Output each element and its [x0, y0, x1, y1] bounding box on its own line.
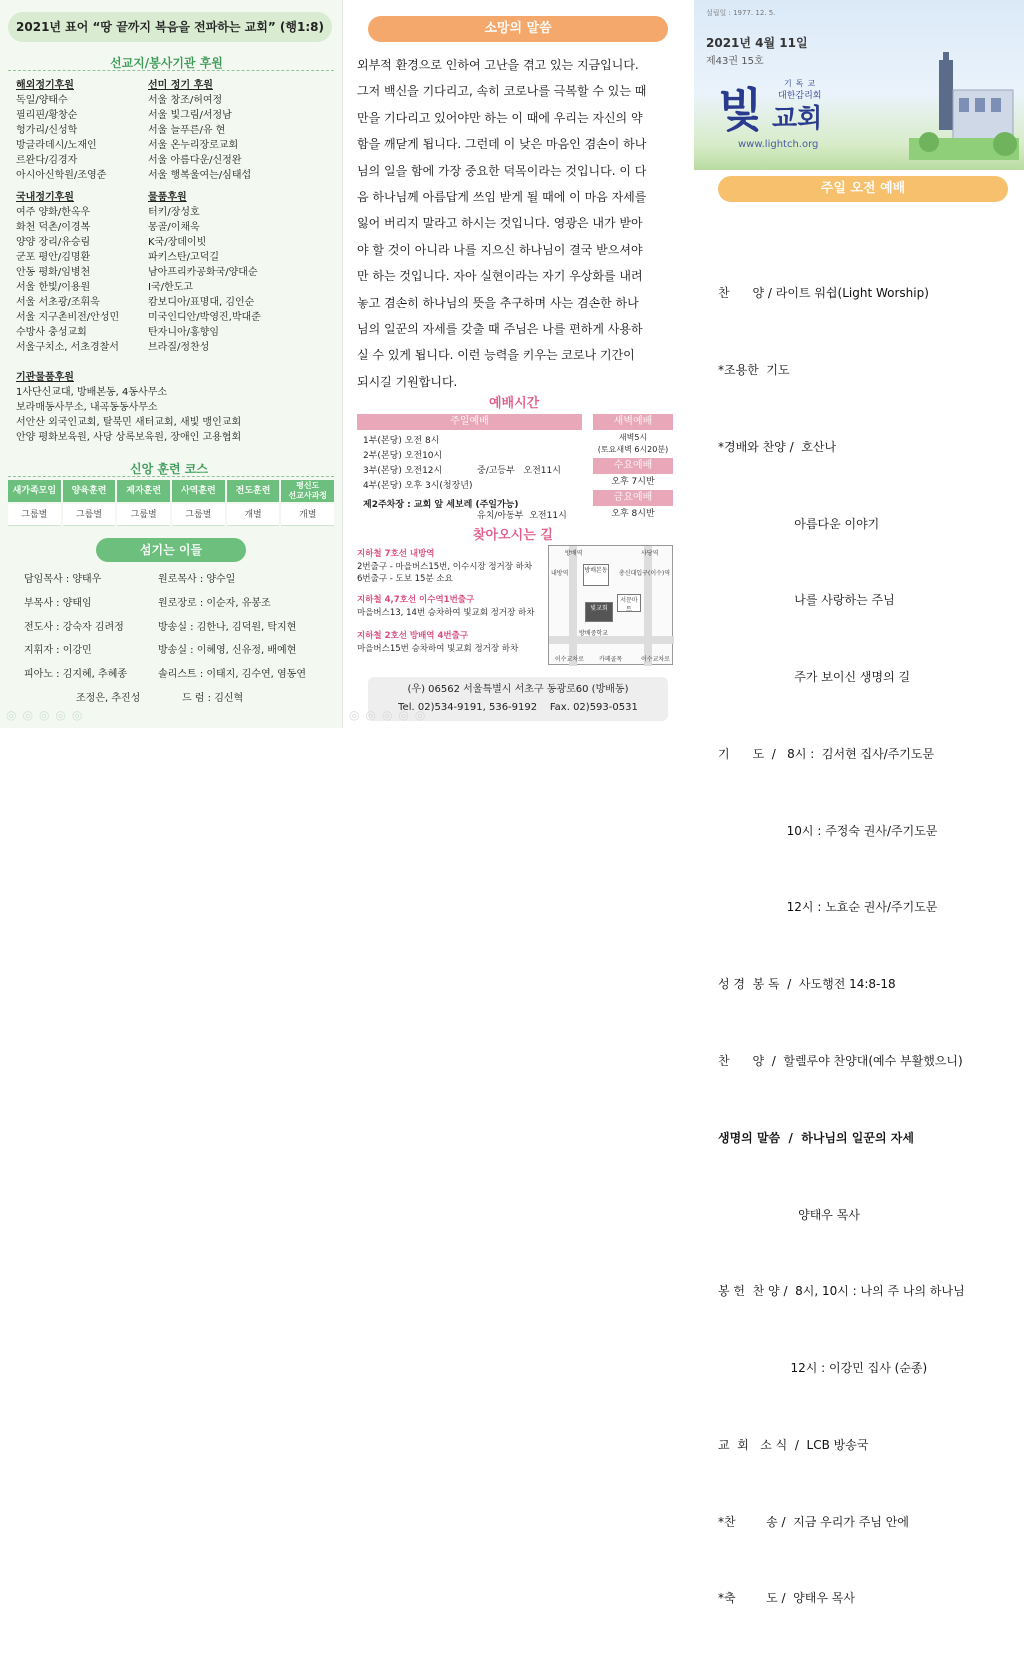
- address: (우) 06562 서울특별시 서초구 동광로60 (방배동): [407, 684, 629, 695]
- church-logo: [718, 72, 858, 142]
- order-item: 나를 사랑하는 주님: [718, 593, 895, 608]
- training-value: 그룹별: [172, 504, 225, 526]
- church-building-icon: [909, 50, 1019, 160]
- institution-list: [16, 370, 336, 445]
- list-item: 군포 평안/김명환: [16, 252, 91, 263]
- training-value: 개별: [227, 504, 280, 526]
- right-panel: [688, 0, 1024, 1606]
- training-header: 전도훈련: [227, 480, 280, 502]
- contact-numbers: Tel. 02)534-9191, 536-9192 Fax. 02)593-0531: [398, 702, 638, 713]
- training-header: 제자훈련: [117, 480, 170, 502]
- servant-entry: 솔리스트 : 이태지, 김수연, 염동연: [158, 669, 307, 681]
- list-item: 1사단신교대, 방배본동, 4동사무소: [16, 387, 168, 398]
- order-item: *찬 송 / 지금 우리가 주님 안에: [718, 1514, 909, 1529]
- logo-sub1: 기독교: [784, 79, 820, 88]
- order-item: *경배와 찬양 / 호산나: [718, 439, 837, 454]
- wed-time: 오후 7시반: [611, 477, 655, 487]
- decorative-circles-icon: ◎◎◎◎◎: [349, 708, 432, 722]
- left-panel: [0, 0, 342, 728]
- direction-text: 2번출구 - 마을버스15번, 이수시장 정거장 하차 6번출구 - 도보 15분 소요: [357, 561, 533, 584]
- subway-line: 지하철 4,7호선 이수역1번출구: [357, 595, 475, 605]
- order-item: *조용한 기도: [718, 362, 790, 377]
- map-label: 방배본동: [583, 564, 609, 586]
- training-header-row: [8, 480, 334, 502]
- order-item: 찬 양 / 라이트 워쉽(Light Worship): [718, 286, 929, 301]
- list-item: 서울 늘푸른/유 현: [148, 125, 226, 136]
- servant-entry: 방송실 : 이혜영, 신유정, 배예현: [158, 645, 297, 657]
- list-item: 양양 장리/유승림: [16, 237, 91, 248]
- list-item: K국/장데이빗: [148, 237, 207, 248]
- training-header: 사역훈련: [172, 480, 225, 502]
- map-label: 방배역: [565, 550, 583, 557]
- servants-right: [158, 568, 338, 711]
- map-label: 총신대입구(이수)역: [619, 570, 671, 577]
- map-label: 사당역: [641, 550, 659, 557]
- wed-head: 수요예배: [593, 458, 673, 474]
- directions-title: 찾아오시는 길: [473, 528, 553, 543]
- bulletin-volume: 제43권 15호: [706, 56, 764, 67]
- servant-entry: 원로목사 : 양수일: [158, 574, 236, 585]
- decorative-circles-icon: ◎◎◎◎◎: [6, 708, 89, 722]
- hope-title: 소망의 말씀: [368, 16, 668, 42]
- list-item: 서울 빛그림/서정남: [148, 110, 232, 121]
- order-item: 12시 : 노효순 권사/주기도문: [718, 900, 938, 915]
- list-item: 수방사 충성교회: [16, 327, 87, 338]
- website-url: www.lightch.org: [738, 139, 819, 150]
- map-label: 방배중학교: [579, 630, 608, 637]
- monthly-head: 선미 정기 후원: [148, 80, 213, 91]
- parking-info: 제2주차장 : 교회 앞 세보레 (주일가능): [363, 500, 519, 510]
- bulletin-date: 2021년 4월 11일: [706, 36, 808, 50]
- map-label: 이수교차로: [641, 656, 670, 663]
- order-item: 교 회 소 식 / LCB 방송국: [718, 1437, 869, 1452]
- dawn-time: 새벽5시 (토요새벽 6시20분): [597, 433, 669, 454]
- dawn-head: 새벽예배: [593, 414, 673, 430]
- order-item: 12시 : 이강민 집사 (순종): [718, 1361, 928, 1376]
- mission-title: 선교지/봉사기관 후원: [110, 56, 223, 70]
- service-time: 3부(본당) 오전12시: [363, 466, 443, 476]
- list-item: 서울 온누리장로교회: [148, 140, 239, 151]
- logo-kyo: 교회: [772, 104, 823, 134]
- direction-text: 마을버스13, 14번 승차하여 빛교회 정거장 하차: [357, 607, 535, 618]
- list-item: 안동 평화/임병천: [16, 267, 91, 278]
- map-label: 빛교회: [585, 602, 613, 622]
- servant-entry: 지휘자 : 이강민: [24, 645, 92, 657]
- list-item: 필리핀/황창순: [16, 110, 78, 121]
- sunday-head: 주일예배: [357, 414, 582, 430]
- cover-header: [694, 0, 1024, 170]
- training-value: 그룹별: [117, 504, 170, 526]
- servant-entry: 드 럼 : 김신혁: [182, 692, 244, 704]
- order-item: 아름다운 이야기: [718, 516, 880, 531]
- order-item: *축 도 / 양태우 목사: [718, 1591, 855, 1606]
- logo-sub2: 대한감리회: [778, 91, 822, 101]
- list-item: 아시아신학원/조영준: [16, 170, 107, 181]
- inst-head: 기관물품후원: [16, 372, 74, 383]
- service-time: 1부(본당) 오전 8시: [363, 436, 440, 446]
- motto-banner: 2021년 표어 “땅 끝까지 복음을 전파하는 교회” (행1:8): [8, 12, 332, 42]
- divider: [8, 70, 334, 71]
- schedule-title: 예배시간: [489, 396, 540, 411]
- goods-head: 물품후원: [148, 192, 187, 203]
- training-value-row: [8, 504, 334, 526]
- list-item: 서울 창조/허여정: [148, 95, 223, 106]
- list-item: 탄자니아/홍향임: [148, 327, 219, 338]
- divider: [8, 476, 334, 477]
- training-value: 그룹별: [63, 504, 116, 526]
- order-item: 찬 양 / 할렐루야 찬양대(예수 부활했으니): [718, 1054, 963, 1068]
- order-item: 성 경 봉 독 / 사도행전 14:8-18: [718, 977, 896, 992]
- list-item: 파키스탄/고덕길: [148, 252, 219, 263]
- training-header: 양육훈련: [63, 480, 116, 502]
- direction-2: [357, 594, 547, 619]
- servant-entry: 담임목사 : 양태우: [24, 574, 102, 585]
- order-item: 주가 보이신 생명의 길: [718, 670, 911, 685]
- fri-head: 금요예배: [593, 490, 673, 506]
- list-item: 안양 평화보육원, 사당 상록보육원, 장애인 고용협회: [16, 432, 242, 443]
- mission-col-right: [148, 78, 333, 355]
- list-item: 보라매동사무소, 내곡동동사무소: [16, 402, 158, 413]
- list-item: 헝가리/신성학: [16, 125, 78, 136]
- service-time: 중/고등부 오전11시: [477, 466, 561, 476]
- sunday-main: [363, 434, 483, 494]
- map-label: 내방역: [551, 570, 569, 577]
- servant-entry: 방송실 : 김한나, 김덕원, 탁지현: [158, 621, 297, 633]
- list-item: 르완다/김경자: [16, 155, 78, 166]
- order-item: 기 도 / 8시 : 김서현 집사/주기도문: [718, 746, 935, 761]
- training-value: 개별: [281, 504, 334, 526]
- list-item: 남아프리카공화국/양대순: [148, 267, 258, 278]
- list-item: 터키/장성호: [148, 207, 200, 218]
- order-item: 10시 : 주정숙 권사/주기도문: [718, 823, 938, 838]
- direction-text: 마을버스15번 승차하여 빛교회 정거장 하차: [357, 643, 519, 654]
- map-label: 이수교차로: [555, 656, 584, 663]
- list-item: 브라질/정찬성: [148, 342, 210, 353]
- subway-line: 지하철 7호선 내방역: [357, 549, 435, 559]
- logo-char: 빛: [718, 83, 763, 137]
- middle-panel: [342, 0, 687, 728]
- list-item: 서울 행복울여는/심태섭: [148, 170, 252, 181]
- training-header: 평신도 선교사과정: [281, 480, 334, 502]
- service-time: 4부(본당) 오후 3시(청장년): [363, 481, 473, 491]
- servants-title: 섬기는 이들: [96, 538, 246, 562]
- servant-entry: 피아노 : 김지혜, 추혜종: [24, 669, 128, 681]
- servant-entry: 조정은, 추진성: [76, 692, 141, 704]
- order-item: 양태우 목사: [718, 1207, 860, 1222]
- worship-title: 주일 오전 예배: [718, 176, 1008, 202]
- map-label: 서문마트: [617, 594, 641, 612]
- list-item: 서울 지구촌비전/안성민: [16, 312, 120, 323]
- schedule-box: [357, 414, 673, 520]
- list-item: 서울 서초광/조휘욱: [16, 297, 100, 308]
- training-header: 새가족모임: [8, 480, 61, 502]
- map-label: 카페골목: [599, 656, 623, 663]
- order-item: 생명의 말씀 / 하나님의 일꾼의 자세: [718, 1130, 914, 1145]
- subway-line: 지하철 2호선 방배역 4번출구: [357, 631, 469, 641]
- list-item: 서울구치소, 서초경찰서: [16, 342, 119, 353]
- list-item: 서울 아름다운/신정완: [148, 155, 242, 166]
- list-item: 몽골/이채욱: [148, 222, 200, 233]
- fri-time: 오후 8시반: [611, 509, 655, 519]
- location-map: [548, 545, 673, 665]
- list-item: 방글라데시/노재인: [16, 140, 97, 151]
- training-title: 신앙 훈련 코스: [130, 462, 208, 476]
- list-item: 서울 한빛/이용원: [16, 282, 91, 293]
- list-item: 캄보디아/표명대, 김인순: [148, 297, 255, 308]
- list-item: I국/한도고: [148, 282, 193, 293]
- founded-date: 설립일 : 1977. 12. 5.: [706, 9, 776, 17]
- servant-entry: 부목사 : 양태임: [24, 597, 92, 609]
- sermon-text: 외부적 환경으로 인하여 고난을 겪고 있는 지금입니다. 그저 백신을 기다리고, 속히 코로나를 극복할 수 있는 때 만을 기다리고 있어야만 하는 이 때에 우리는 자신의 약 함을 깨닫게 됩니다. 그런데 이 낮은 마음인 겸손이 하나 님의 일을 함에 가장 중요한 덕목이라는 것입니다. 이 다 음 하나님께 아름답게 쓰임 받게 될 때에 이 마음 자세를 잃어 버리지 말라고 하시는 것입니다. 영광은 내가 받아 야 할 것이 아니라 나를 지으신 하나님이 결국 받으셔야 만 하는 것입니다. 자아 실현이라는 자기 우상화를 내려 놓고 겸손히 하나님의 뜻을 추구하며 사는 겸손한 하나 님의 일꾼의 자세를 갖출 때 주님은 나를 편하게 사용하 실 수 있게 됩니다. 이런 능력을 키우는 코로나 기간이 되시길 기원합니다.: [357, 58, 647, 389]
- training-value: 그룹별: [8, 504, 61, 526]
- list-item: 미국인디안/박영진,박대준: [148, 312, 261, 323]
- servant-entry: 원로장로 : 이순자, 유봉조: [158, 597, 271, 609]
- order-item: 봉 헌 찬 양 / 8시, 10시 : 나의 주 나의 하나님: [718, 1284, 965, 1299]
- list-item: 독일/양태수: [16, 95, 68, 106]
- list-item: 서안산 외국인교회, 탈북민 새터교회, 새빛 맹인교회: [16, 417, 242, 428]
- service-time: 유치/아동부 오전11시: [477, 511, 567, 521]
- mission-col-left: [16, 78, 141, 355]
- overseas-head: 해외정기후원: [16, 80, 74, 91]
- list-item: 화천 덕촌/이경복: [16, 222, 91, 233]
- domestic-head: 국내정기후원: [16, 192, 74, 203]
- direction-1: [357, 548, 547, 586]
- servants-left: [24, 568, 164, 711]
- direction-3: [357, 630, 547, 655]
- servant-entry: 전도사 : 강숙자 김려정: [24, 621, 124, 633]
- service-time: 2부(본당) 오전10시: [363, 451, 443, 461]
- list-item: 여주 양화/한옥우: [16, 207, 91, 218]
- order-of-service: [718, 230, 1020, 1663]
